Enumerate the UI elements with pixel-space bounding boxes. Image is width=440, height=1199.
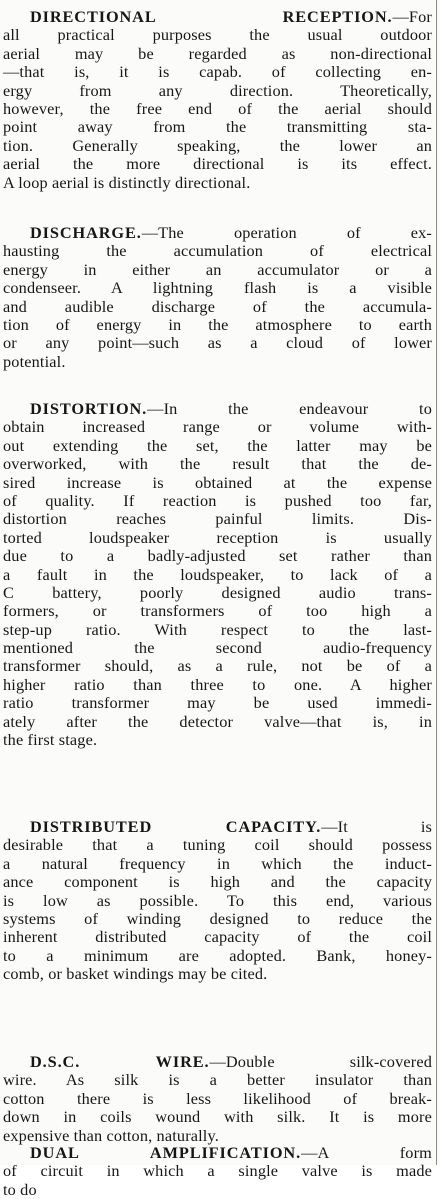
body-line: all practical purposes the usual outdoor bbox=[3, 25, 432, 45]
entry-heading-continuation: —For bbox=[392, 7, 432, 26]
entry-heading-continuation: —A form bbox=[301, 1143, 432, 1162]
body-line: aerial may be regarded as non-directional bbox=[3, 43, 432, 63]
body-line: or any point—such as a cloud of lower bbox=[3, 333, 432, 353]
body-line: to a minimum are adopted. Bank, honey- bbox=[3, 945, 432, 965]
entry-first-line bbox=[0, 1144, 432, 1162]
glossary-entry bbox=[0, 8, 432, 192]
entry-heading: DUAL AMPLIFICATION. bbox=[30, 1143, 302, 1162]
body-line: aerial the more directional is its effect. bbox=[3, 154, 432, 174]
entry-heading-continuation: —It is bbox=[321, 817, 432, 836]
column-border bbox=[436, 0, 437, 1165]
glossary-entry bbox=[0, 818, 432, 984]
body-line: distortion reaches painful limits. Dis- bbox=[3, 509, 432, 529]
body-line: to do bbox=[3, 1179, 37, 1199]
body-line: down in coils wound with silk. It is more bbox=[3, 1107, 432, 1127]
body-line: potential. bbox=[3, 351, 66, 371]
body-line: inherent distributed capacity of the coil bbox=[3, 927, 432, 947]
entry-heading-continuation: —The operation of ex- bbox=[141, 223, 432, 242]
entry-heading: DISTRIBUTED CAPACITY. bbox=[30, 817, 322, 836]
body-line: is low as possible. To this end, various bbox=[3, 890, 432, 910]
body-line: cotton there is less likelihood of break- bbox=[3, 1088, 432, 1108]
body-line: overworked, with the result that the de- bbox=[3, 454, 432, 474]
body-line: torted loudspeaker reception is usually bbox=[3, 527, 432, 547]
body-line: tion of energy in the atmosphere to earth bbox=[3, 314, 432, 334]
entry-heading: DISCHARGE. bbox=[30, 223, 142, 242]
entry-first-line bbox=[0, 818, 432, 836]
body-line: mentioned the second audio-frequency bbox=[3, 638, 432, 658]
body-line: obtain increased range or volume with- bbox=[3, 417, 432, 437]
body-line: a fault in the loudspeaker, to lack of a bbox=[3, 564, 432, 584]
entry-heading-continuation: —In the endeavour to bbox=[147, 399, 432, 418]
body-line: desirable that a tuning coil should possess bbox=[3, 835, 432, 855]
body-line: A loop aerial is distinctly directional. bbox=[3, 172, 251, 192]
entry-first-line bbox=[0, 224, 432, 242]
body-line: out extending the set, the latter may be bbox=[3, 435, 432, 455]
body-line: expensive than cotton, naturally. bbox=[3, 1125, 219, 1145]
glossary-entry bbox=[0, 224, 432, 371]
body-line: higher ratio than three to one. A higher bbox=[3, 674, 432, 694]
body-line: ergy from any direction. Theoretically, bbox=[3, 80, 432, 100]
body-line: systems of winding designed to reduce the bbox=[3, 908, 432, 928]
entry-heading: D.S.C. WIRE. bbox=[30, 1052, 210, 1071]
body-line: ratio transformer may be used immedi- bbox=[3, 693, 432, 713]
body-line: of quality. If reaction is pushed too far, bbox=[3, 490, 432, 510]
body-line: comb, or basket windings may be cited. bbox=[3, 964, 268, 984]
body-line: condenseer. A lightning flash is a visible bbox=[3, 278, 432, 298]
body-line: wire. As silk is a better insulator than bbox=[3, 1070, 432, 1090]
body-line: —that is, it is capab. of collecting en- bbox=[3, 62, 432, 82]
body-line: a natural frequency in which the induct- bbox=[3, 853, 432, 873]
body-line: step-up ratio. With respect to the last- bbox=[3, 619, 432, 639]
body-line: ance component is high and the capacity bbox=[3, 872, 432, 892]
body-line: tion. Generally speaking, the lower an bbox=[3, 135, 432, 155]
entry-heading: DISTORTION. bbox=[30, 399, 148, 418]
body-line: sired increase is obtained at the expense bbox=[3, 472, 432, 492]
body-line: formers, or transformers of too high a bbox=[3, 601, 432, 621]
entry-first-line bbox=[0, 1053, 432, 1071]
body-line: the first stage. bbox=[3, 730, 98, 750]
entry-heading: DIRECTIONAL RECEPTION. bbox=[30, 7, 393, 26]
body-line: of circuit in which a single valve is made bbox=[3, 1161, 432, 1181]
body-line: energy in either an accumulator or a bbox=[3, 259, 432, 279]
body-line: and audible discharge of the accumula- bbox=[3, 296, 432, 316]
body-line: point away from the transmitting sta- bbox=[3, 117, 432, 137]
entry-first-line bbox=[0, 400, 432, 418]
body-line: transformer should, as a rule, not be of a bbox=[3, 656, 432, 676]
body-line: due to a badly-adjusted set rather than bbox=[3, 546, 432, 566]
entry-first-line bbox=[0, 8, 432, 26]
body-line: ately after the detector valve—that is, in bbox=[3, 711, 432, 731]
glossary-entry bbox=[0, 1144, 432, 1199]
glossary-entry bbox=[0, 400, 432, 749]
body-line: C battery, poorly designed audio trans- bbox=[3, 582, 432, 602]
entry-heading-continuation: —Double silk-covered bbox=[209, 1052, 432, 1071]
body-line: however, the free end of the aerial should bbox=[3, 98, 432, 118]
glossary-entry bbox=[0, 1053, 432, 1145]
body-line: hausting the accumulation of electrical bbox=[3, 241, 432, 261]
